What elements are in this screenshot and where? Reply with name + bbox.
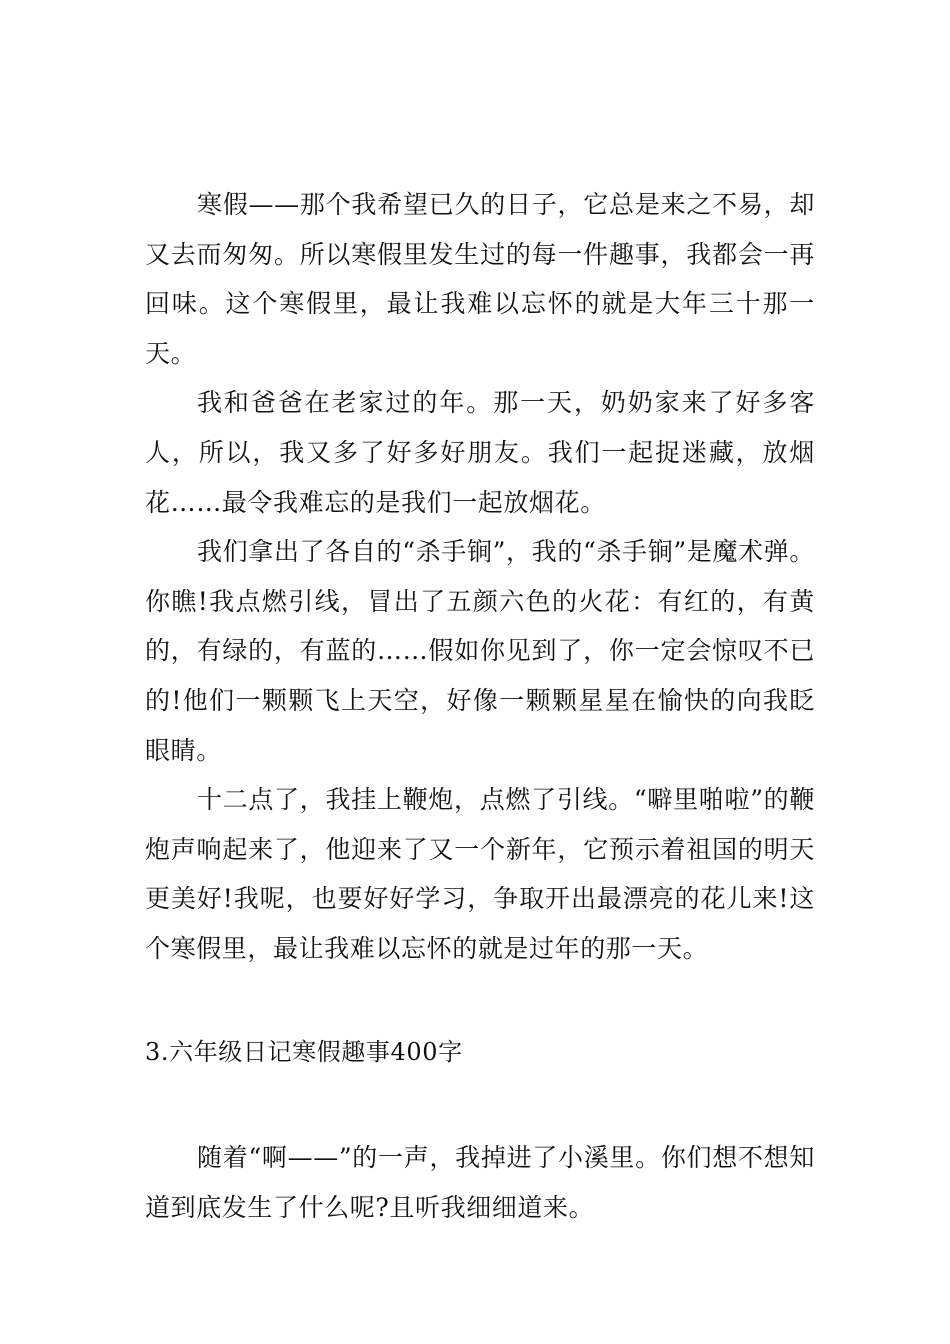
paragraph: 寒假——那个我希望已久的日子，它总是来之不易，却又去而匆匆。所以寒假里发生过的每一件趣事，我都会一再回味。这个寒假里，最让我难以忘怀的就是大年三十那一天。 [145, 190, 815, 368]
paragraph: 我和爸爸在老家过的年。那一天，奶奶家来了好多客人，所以，我又多了好多好朋友。我们一起捉迷藏，放烟花……最令我难忘的是我们一起放烟花。 [145, 388, 815, 517]
paragraph: 十二点了，我挂上鞭炮，点燃了引线。“噼里啪啦”的鞭炮声响起来了，他迎来了又一个新年，它预示着祖国的明天更美好!我呢，也要好好学习，争取开出最漂亮的花儿来!这个寒假里，最让我难以忘怀的就是过年的那一天。 [145, 785, 815, 963]
paragraph: 随着“啊——”的一声，我掉进了小溪里。你们想不想知道到底发生了什么呢?且听我细细道来。 [145, 1143, 815, 1222]
paragraph: 我们拿出了各自的“杀手锏”，我的“杀手锏”是魔术弹。你瞧!我点燃引线，冒出了五颜六色的火花：有红的，有黄的，有绿的，有蓝的……假如你见到了，你一定会惊叹不已的!他们一颗颗飞上天空，好像一颗颗星星在愉快的向我眨眼睛。 [145, 537, 815, 765]
document-body [145, 180, 815, 1232]
section-heading: 3.六年级日记寒假趣事400字 [145, 1037, 463, 1066]
